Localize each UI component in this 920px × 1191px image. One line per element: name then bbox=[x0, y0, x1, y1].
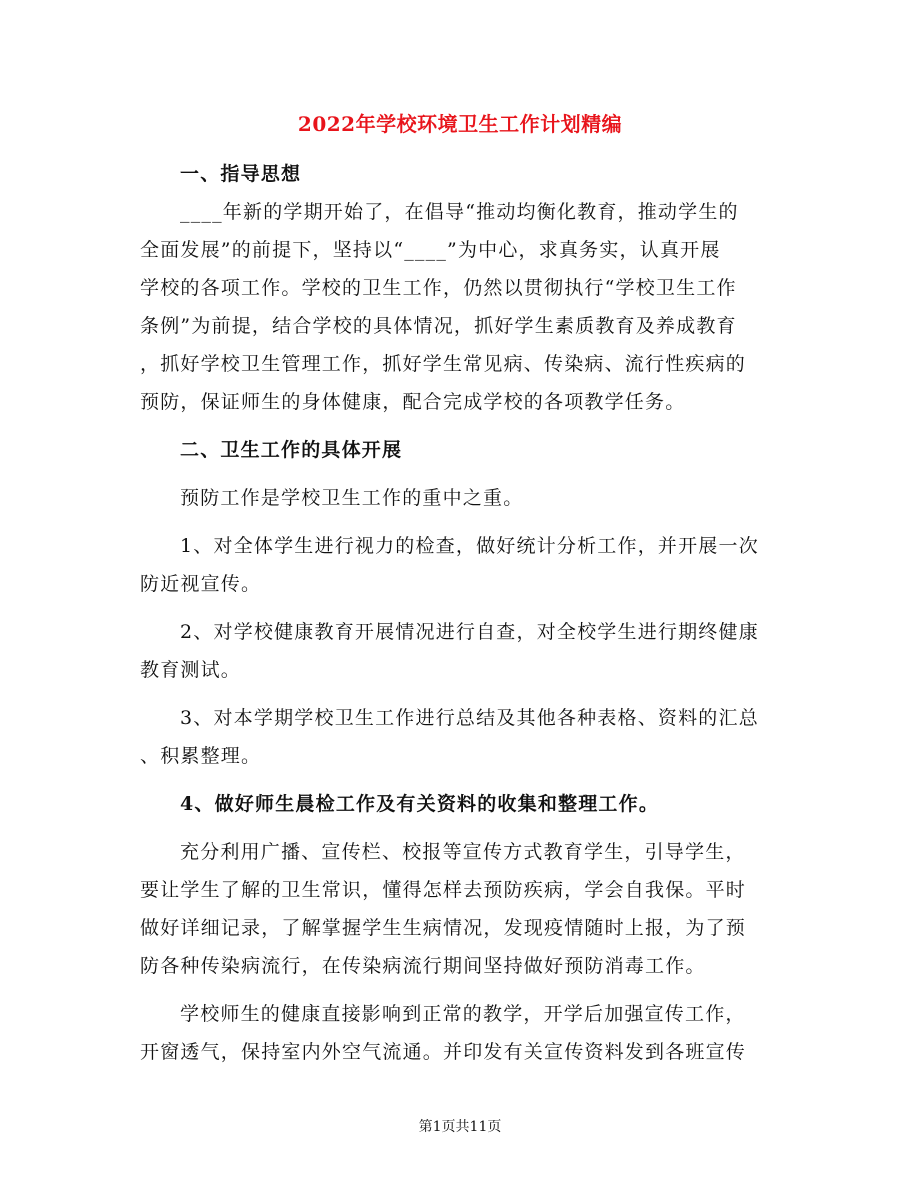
list-item-2 bbox=[140, 613, 780, 689]
section-heading-work-implementation: 二、卫生工作的具体开展 bbox=[180, 439, 403, 461]
list-item-line: 2、对学校健康教育开展情况进行自查，对全校学生进行期终健康 bbox=[180, 621, 759, 643]
document-title: 2022年学校环境卫生工作计划精编 bbox=[297, 112, 623, 136]
list-item-line: 1、对全体学生进行视力的检查，做好统计分析工作，并开展一次 bbox=[180, 535, 759, 557]
list-item-line: 、积累整理。 bbox=[140, 745, 262, 767]
paragraph-prevention: 预防工作是学校卫生工作的重中之重。 bbox=[180, 487, 524, 509]
paragraph-health bbox=[140, 995, 780, 1071]
list-item-4: 4、做好师生晨检工作及有关资料的收集和整理工作。 bbox=[180, 793, 660, 815]
paragraph-line: 做好详细记录，了解掌握学生生病情况，发现疫情随时上报，为了预 bbox=[140, 917, 747, 939]
paragraph-line: ____年新的学期开始了，在倡导“推动均衡化教育，推动学生的 bbox=[180, 201, 739, 223]
list-item-3 bbox=[140, 699, 780, 775]
list-item-line: 教育测试。 bbox=[140, 659, 242, 681]
paragraph-line: 学校师生的健康直接影响到正常的教学，开学后加强宣传工作， bbox=[180, 1003, 746, 1025]
paragraph-line: 学校的各项工作。学校的卫生工作，仍然以贯彻执行“学校卫生工作 bbox=[140, 277, 737, 299]
page-number-footer: 第1页共11页 bbox=[418, 1119, 502, 1135]
paragraph-line: 预防，保证师生的身体健康，配合完成学校的各项教学任务。 bbox=[140, 391, 686, 413]
document-body bbox=[140, 155, 780, 1071]
section-heading-guiding-thought: 一、指导思想 bbox=[180, 163, 302, 185]
list-item-line: 3、对本学期学校卫生工作进行总结及其他各种表格、资料的汇总 bbox=[180, 707, 759, 729]
list-item-1 bbox=[140, 527, 780, 603]
paragraph-publicity bbox=[140, 833, 780, 985]
paragraph-guiding-thought bbox=[140, 193, 780, 421]
list-item-line: 防近视宣传。 bbox=[140, 573, 262, 595]
paragraph-line: 条例”为前提，结合学校的具体情况，抓好学生素质教育及养成教育 bbox=[140, 315, 737, 337]
paragraph-line: 全面发展”的前提下，坚持以“____”为中心，求真务实，认真开展 bbox=[140, 239, 721, 261]
paragraph-line: 要让学生了解的卫生常识，懂得怎样去预防疾病，学会自我保。平时 bbox=[140, 879, 747, 901]
paragraph-line: ，抓好学校卫生管理工作，抓好学生常见病、传染病、流行性疾病的 bbox=[140, 353, 747, 375]
paragraph-line: 开窗透气，保持室内外空气流通。并印发有关宣传资料发到各班宣传 bbox=[140, 1041, 747, 1063]
paragraph-line: 防各种传染病流行，在传染病流行期间坚持做好预防消毒工作。 bbox=[140, 955, 706, 977]
paragraph-line: 充分利用广播、宣传栏、校报等宣传方式教育学生，引导学生， bbox=[180, 841, 746, 863]
